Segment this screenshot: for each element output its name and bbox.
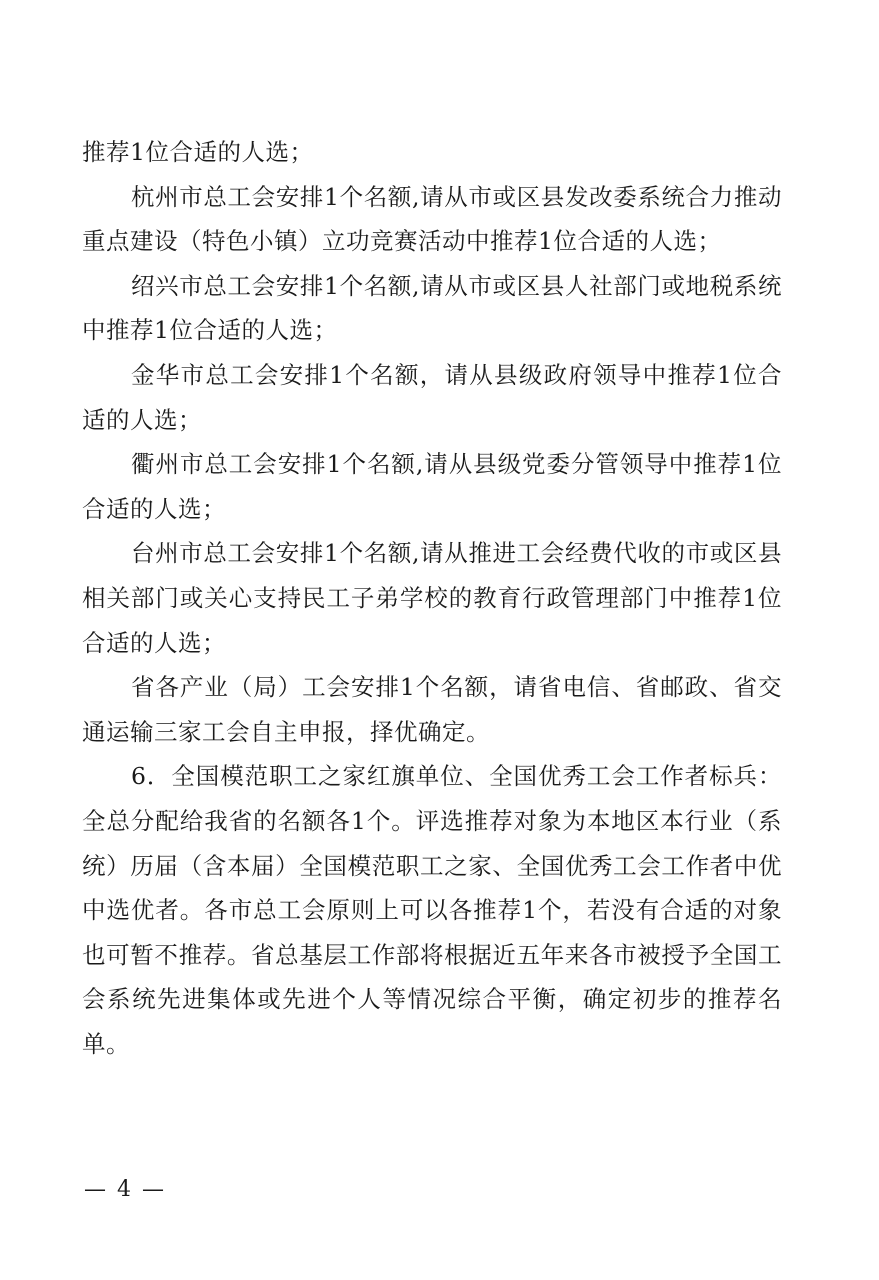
paragraph-continuation: 推荐1位合适的人选； bbox=[82, 138, 314, 166]
paragraph-jinhua: 金华市总工会安排1个名额，请从县级政府领导中推荐1位合适的人选； bbox=[82, 360, 782, 434]
paragraph-industry-unions: 省各产业（局）工会安排1个名额，请省电信、省邮政、省交通运输三家工会自主申报，择优确定。 bbox=[82, 673, 782, 746]
paragraph-item-6: 6．全国模范职工之家红旗单位、全国优秀工会工作者标兵：全总分配给我省的名额各1个。评选推荐对象为本地区本行业（系统）历届（含本届）全国模范职工之家、全国优秀工会工作者中优中选优者。各市总工会原则上可以各推荐1个，若没有合适的对象也可暂不推荐。省总基层工作部将根据近五年来各市被授予全国工会系统先进集体或先进个人等情况综合平衡，确定初步的推荐名单。 bbox=[82, 762, 782, 1058]
document-body bbox=[82, 130, 782, 1066]
paragraph-taizhou: 台州市总工会安排1个名额,请从推进工会经费代收的市或区县相关部门或关心支持民工子弟学校的教育行政管理部门中推荐1位合适的人选； bbox=[82, 539, 782, 657]
paragraph-quzhou: 衢州市总工会安排1个名额,请从县级党委分管领导中推荐1位合适的人选； bbox=[82, 450, 782, 523]
paragraph-hangzhou: 杭州市总工会安排1个名额,请从市或区县发改委系统合力推动重点建设（特色小镇）立功竞赛活动中推荐1位合适的人选； bbox=[82, 182, 782, 256]
page-number: — 4 — bbox=[84, 1177, 166, 1202]
paragraph-shaoxing: 绍兴市总工会安排1个名额,请从市或区县人社部门或地税系统中推荐1位合适的人选； bbox=[82, 271, 782, 345]
